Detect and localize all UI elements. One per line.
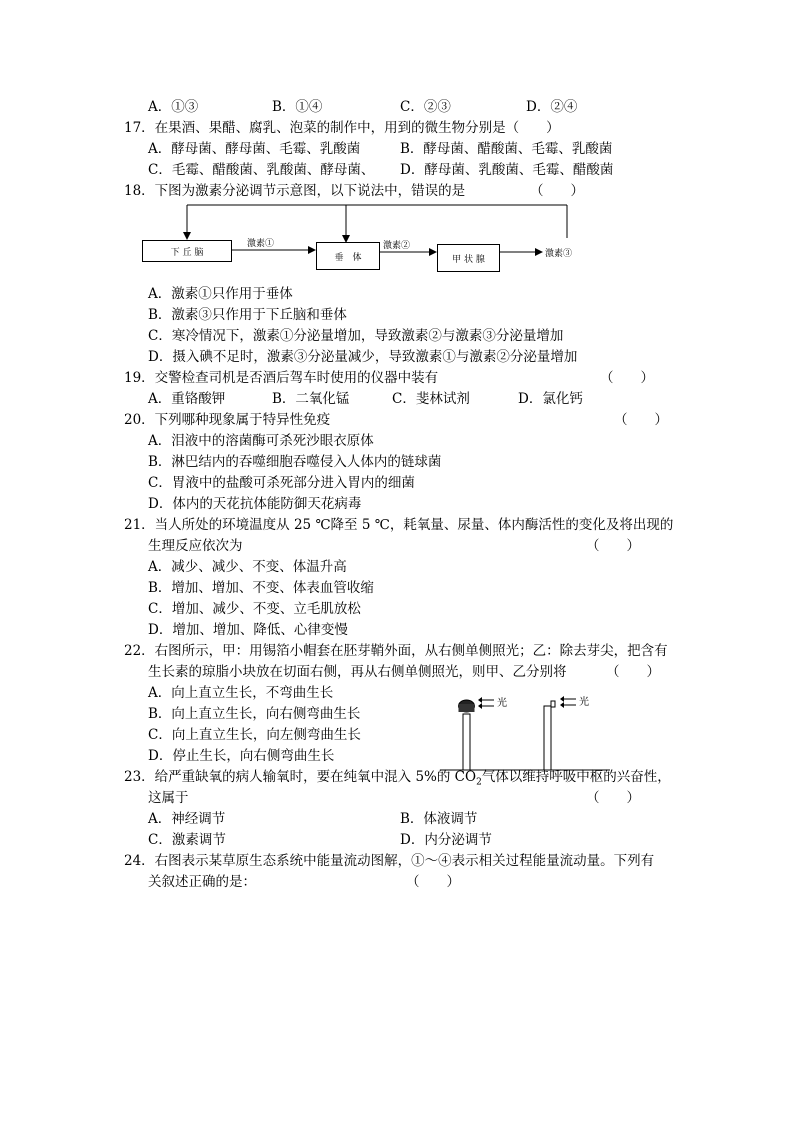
q22-stem-line1: 22．右图所示，甲：用锡箔小帽套在胚芽鞘外面，从右侧单侧照光；乙：除去芽尖，把含有	[124, 643, 668, 659]
q16-option-c: C．②③	[400, 99, 451, 115]
q18-answer-paren: （ ）	[530, 183, 584, 199]
q20-option-a: A．泪液中的溶菌酶可杀死沙眼衣原体	[148, 433, 374, 449]
q18-option-a: A．激素①只作用于垂体	[148, 286, 293, 302]
q21-option-a: A．减少、减少、不变、体温升高	[148, 559, 347, 575]
q24-stem-line1: 24．右图表示某草原生态系统中能量流动图解，①～④表示相关过程能量流动量。下列有	[124, 853, 655, 869]
q17-option-d: D．酵母菌、乳酸菌、毛霉、醋酸菌	[400, 162, 614, 178]
light-label-a: 光	[497, 698, 507, 709]
q22-option-d: D．停止生长，向右侧弯曲生长	[148, 748, 335, 764]
pituitary-box: 垂 体	[316, 242, 380, 270]
q21-option-d: D．增加、增加、降低、心律变慢	[148, 622, 348, 638]
coleoptile-figure	[440, 690, 620, 775]
q18-option-d: D．摄入碘不足时，激素③分泌量减少，导致激素①与激素②分泌量增加	[148, 349, 578, 365]
q17-stem: 17．在果酒、果醋、腐乳、泡菜的制作中，用到的微生物分别是（ ）	[124, 120, 560, 136]
q19-answer-paren: （ ）	[600, 370, 654, 386]
q22-option-c: C．向上直立生长，向左侧弯曲生长	[148, 727, 361, 743]
q18-stem: 18．下图为激素分泌调节示意图，以下说法中，错误的是	[124, 183, 466, 199]
q19-option-a: A．重铬酸钾	[148, 391, 226, 407]
q23-answer-paren: （ ）	[586, 790, 640, 806]
q22-answer-paren: （ ）	[606, 664, 660, 680]
q22-option-a: A．向上直立生长，不弯曲生长	[148, 685, 334, 701]
q19-option-d: D．氯化钙	[518, 391, 583, 407]
q23-option-d: D．内分泌调节	[400, 832, 492, 848]
light-label-b: 光	[579, 697, 589, 708]
q18-option-b: B．激素③只作用于下丘脑和垂体	[148, 307, 347, 323]
q23-option-a: A．神经调节	[148, 811, 226, 827]
q17-option-b: B．酵母菌、醋酸菌、毛霉、乳酸菌	[400, 141, 613, 157]
q16-option-b: B．①④	[272, 99, 323, 115]
q24-answer-paren: （ ）	[406, 874, 460, 890]
hormone-1-label: 激素①	[247, 239, 275, 249]
q17-option-a: A．酵母菌、酵母菌、毛霉、乳酸菌	[148, 141, 361, 157]
q23-option-b: B．体液调节	[400, 811, 478, 827]
thyroid-box: 甲 状 腺	[437, 244, 500, 272]
q21-option-b: B．增加、增加、不变、体表血管收缩	[148, 580, 374, 596]
q20-option-b: B．淋巴结内的吞噬细胞吞噬侵入人体内的链球菌	[148, 454, 442, 470]
q19-option-b: B．二氧化锰	[272, 391, 350, 407]
hypothalamus-box: 下 丘 脑	[142, 240, 232, 262]
q19-stem: 19．交警检查司机是否酒后驾车时使用的仪器中装有	[124, 370, 439, 386]
q21-option-c: C．增加、减少、不变、立毛肌放松	[148, 601, 361, 617]
q20-option-d: D．体内的天花抗体能防御天花病毒	[148, 496, 362, 512]
q20-stem: 20．下列哪种现象属于特异性免疫	[124, 412, 331, 428]
q16-option-d: D．②④	[526, 99, 578, 115]
q23-option-c: C．激素调节	[148, 832, 226, 848]
q23-stem-part1: 23．给严重缺氧的病人输氧时，要在纯氧中混入 5%的 CO	[124, 769, 477, 785]
q20-answer-paren: （ ）	[614, 412, 668, 428]
q21-stem-line2: 生理反应依次为	[148, 538, 243, 554]
q17-option-c: C．毛霉、醋酸菌、乳酸菌、酵母菌、	[148, 162, 375, 178]
q19-option-c: C．斐林试剂	[392, 391, 470, 407]
q21-answer-paren: （ ）	[586, 538, 640, 554]
q23-stem-line2: 这属于	[148, 790, 189, 806]
hormone-2-label: 激素②	[383, 241, 411, 251]
q21-stem-line1: 21．当人所处的环境温度从 25 ℃降至 5 ℃，耗氧量、尿量、体内酶活性的变化及将出现的	[124, 517, 674, 533]
q18-option-c: C．寒冷情况下，激素①分泌量增加，导致激素②与激素③分泌量增加	[148, 328, 564, 344]
hormone-regulation-diagram	[0, 0, 794, 300]
q23-stem-part2: 气体以维持呼吸中枢的兴奋性，	[481, 769, 671, 785]
q20-option-c: C．胃液中的盐酸可杀死部分进入胃内的细菌	[148, 475, 415, 491]
q23-co2-subscript: 2	[476, 777, 482, 788]
q22-option-b: B．向上直立生长，向右侧弯曲生长	[148, 706, 361, 722]
q24-stem-line2: 关叙述正确的是：	[148, 874, 256, 890]
q16-option-a: A．①③	[148, 99, 199, 115]
hormone-3-label: 激素③	[545, 249, 573, 259]
q22-stem-line2: 生长素的琼脂小块放在切面右侧，再从右侧单侧照光，则甲、乙分别将	[148, 664, 567, 680]
